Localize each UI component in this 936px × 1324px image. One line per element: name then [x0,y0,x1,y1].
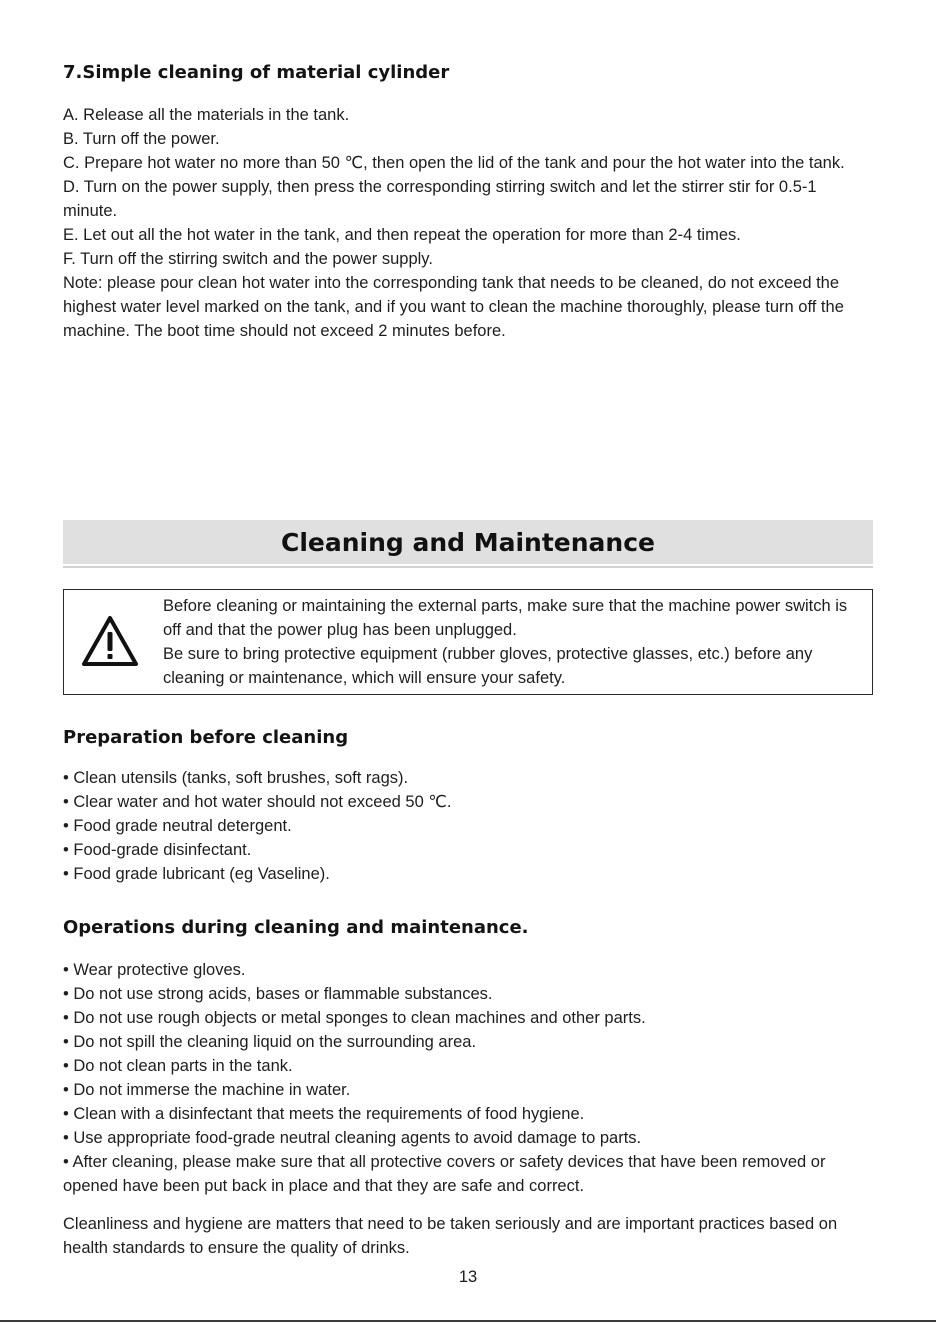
step-a: A. Release all the materials in the tank. [63,106,350,124]
warning-text [163,594,853,690]
preparation-title: Preparation before cleaning [63,727,349,748]
list-item: • Food grade lubricant (eg Vaseline). [63,865,330,883]
banner-title: Cleaning and Maintenance [280,527,656,557]
step-d: D. Turn on the power supply, then press the corresponding stirring switch and let the stirrer stir for 0.5-1 minute. [63,178,817,220]
section-banner [63,520,873,564]
list-item: • Food-grade disinfectant. [63,841,252,859]
operations-title: Operations during cleaning and maintenance. [63,917,529,938]
list-item: • After cleaning, please make sure that all protective covers or safety devices that have been removed or opened have been put back in place and that they are safe and correct. [63,1153,826,1195]
step-f: F. Turn off the stirring switch and the power supply. [63,250,433,268]
warning-line-1: Before cleaning or maintaining the external parts, make sure that the machine power switch is off and that the power plug has been unplugged. [163,597,848,639]
banner-divider [63,566,873,568]
step-c: C. Prepare hot water no more than 50 ℃, then open the lid of the tank and pour the hot water into the tank. [63,154,845,172]
section-7-title: 7.Simple cleaning of material cylinder [63,62,450,83]
warning-line-2: Be sure to bring protective equipment (rubber gloves, protective glasses, etc.) before any cleaning or maintenance, which will ensure your safety. [163,645,813,687]
closing-paragraph: Cleanliness and hygiene are matters that need to be taken seriously and are important practices based on health standards to ensure the quality of drinks. [63,1215,838,1257]
page-number: 13 [458,1268,478,1286]
list-item: • Clean utensils (tanks, soft brushes, soft rags). [63,769,409,787]
preparation-list [63,766,873,886]
footer-divider [0,1320,936,1322]
list-item: • Do not spill the cleaning liquid on the surrounding area. [63,1033,477,1051]
section-7-steps [63,103,873,343]
note-text: Note: please pour clean hot water into the corresponding tank that needs to be cleaned, do not exceed the highest water level marked on the tank, and if you want to clean the machine thoroughly, please turn off the machine. The boot time should not exceed 2 minutes before. [63,274,844,340]
step-e: E. Let out all the hot water in the tank, and then repeat the operation for more than 2-4 times. [63,226,741,244]
list-item: • Do not use rough objects or metal sponges to clean machines and other parts. [63,1009,646,1027]
list-item: • Do not immerse the machine in water. [63,1081,351,1099]
list-item: • Clean with a disinfectant that meets the requirements of food hygiene. [63,1105,585,1123]
safety-warning-box [63,589,873,695]
list-item: • Clear water and hot water should not exceed 50 ℃. [63,793,452,811]
list-item: • Food grade neutral detergent. [63,817,292,835]
list-item: • Wear protective gloves. [63,961,246,979]
list-item: • Use appropriate food-grade neutral cleaning agents to avoid damage to parts. [63,1129,642,1147]
step-b: B. Turn off the power. [63,130,220,148]
operations-list [63,958,873,1198]
list-item: • Do not clean parts in the tank. [63,1057,293,1075]
list-item: • Do not use strong acids, bases or flammable substances. [63,985,493,1003]
warning-triangle-icon [81,614,139,668]
